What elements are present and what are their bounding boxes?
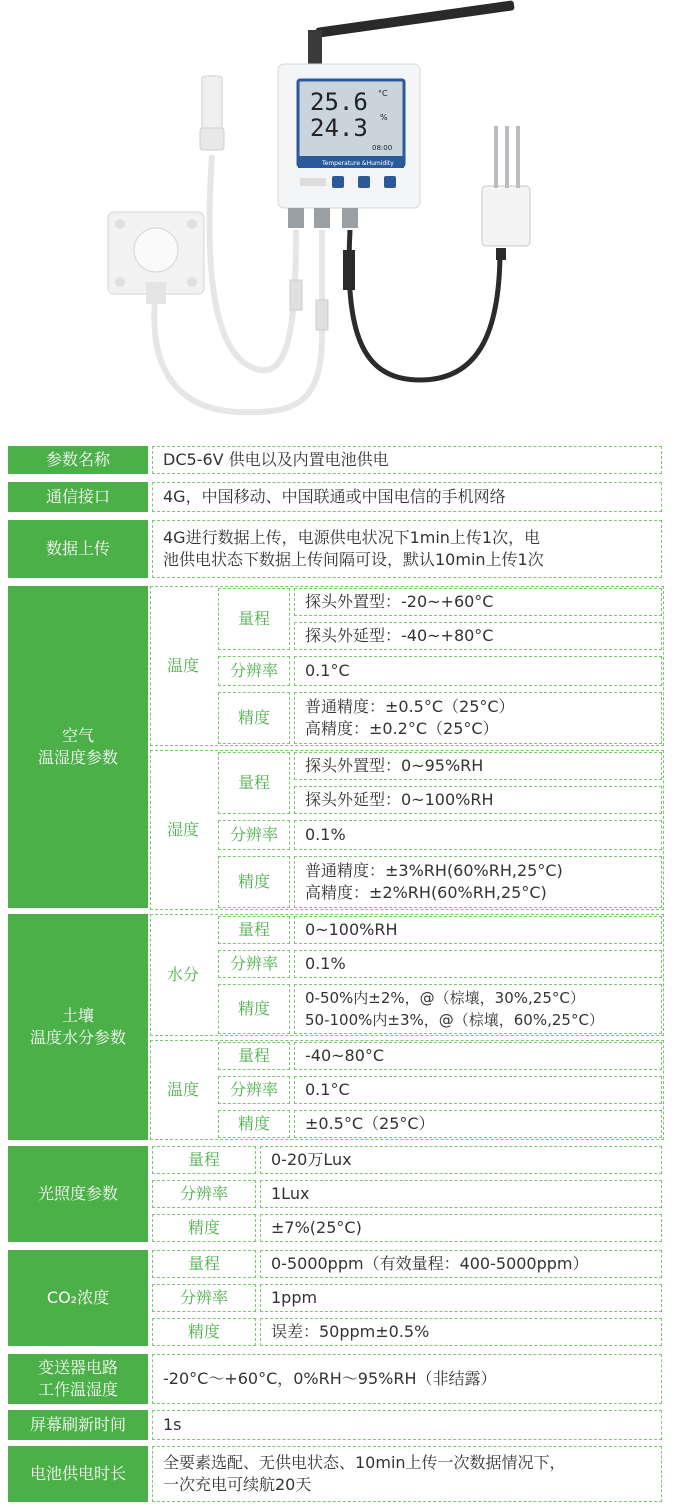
header-battery: 电池供电时长 xyxy=(8,1446,148,1502)
soil-probe xyxy=(482,186,530,246)
air-hum-label: 湿度 xyxy=(152,752,214,908)
co2-res: 1ppm xyxy=(260,1284,662,1312)
product-illustration xyxy=(0,0,674,440)
value-upload: 4G进行数据上传，电源供电状况下1min上传1次，电 池供电状态下数据上传间隔可设，默认10min上传1次 xyxy=(152,520,662,578)
air-hum-acc: 普通精度：±3%RH(60%RH,25°C) 高精度：±2%RH(60%RH,25°C) xyxy=(294,856,662,908)
air-hum-range1: 探头外置型：0~95%RH xyxy=(294,752,662,780)
soil-moist-res-label: 分辨率 xyxy=(218,950,290,978)
air-temp-res-label: 分辨率 xyxy=(218,656,290,686)
light-acc-label: 精度 xyxy=(152,1214,256,1242)
svg-text:%: % xyxy=(380,113,388,122)
header-env: 变送器电路 工作温湿度 xyxy=(8,1354,148,1404)
header-co2: CO₂浓度 xyxy=(8,1250,148,1346)
co2-acc-label: 精度 xyxy=(152,1318,256,1346)
air-temp-label: 温度 xyxy=(152,588,214,744)
air-temp-acc: 普通精度：±0.5°C（25°C） 高精度：±0.2°C（25°C） xyxy=(294,692,662,744)
air-temp-range2: 探头外延型：-40~+80°C xyxy=(294,622,662,650)
header-comm: 通信接口 xyxy=(8,482,148,512)
co2-acc: 误差：50ppm±0.5% xyxy=(260,1318,662,1346)
value-battery: 全要素选配、无供电状态、10min上传一次数据情况下， 一次充电可续航20天 xyxy=(152,1446,662,1502)
air-temp-range1: 探头外置型：-20~+60°C xyxy=(294,588,662,616)
air-temp-range-label: 量程 xyxy=(218,588,290,650)
light-range: 0-20万Lux xyxy=(260,1146,662,1174)
air-hum-range2: 探头外延型：0~100%RH xyxy=(294,786,662,814)
co2-range: 0-5000ppm（有效量程：400-5000ppm） xyxy=(260,1250,662,1278)
air-hum-range-label: 量程 xyxy=(218,752,290,814)
soil-temp-acc: ±0.5°C（25°C） xyxy=(294,1110,662,1138)
panel-label: Temperature &Humidity xyxy=(322,160,394,167)
svg-text:08:00: 08:00 xyxy=(372,144,393,152)
antenna xyxy=(315,0,514,38)
soil-temp-range: -40~80°C xyxy=(294,1042,662,1070)
value-refresh: 1s xyxy=(152,1410,662,1440)
soil-temp-label: 温度 xyxy=(152,1042,214,1138)
header-soil: 土壤 温度水分参数 xyxy=(8,914,148,1140)
soil-moist-acc-label: 精度 xyxy=(218,984,290,1034)
soil-probe-cable xyxy=(349,230,500,380)
device-button-1 xyxy=(332,176,344,188)
header-upload: 数据上传 xyxy=(8,520,148,578)
header-refresh: 屏幕刷新时间 xyxy=(8,1410,148,1440)
soil-temp-range-label: 量程 xyxy=(218,1042,290,1070)
header-power: 参数名称 xyxy=(8,446,148,474)
header-light: 光照度参数 xyxy=(8,1146,148,1242)
soil-moist-res: 0.1% xyxy=(294,950,662,978)
air-hum-acc-label: 精度 xyxy=(218,856,290,908)
lcd-temp-reading: 25.6 xyxy=(310,88,368,116)
co2-range-label: 量程 xyxy=(152,1250,256,1278)
air-hum-res-label: 分辨率 xyxy=(218,820,290,850)
device-button-2 xyxy=(358,176,370,188)
soil-temp-acc-label: 精度 xyxy=(218,1110,290,1138)
header-air: 空气 温湿度参数 xyxy=(8,586,148,908)
air-temp-res: 0.1°C xyxy=(294,656,662,686)
light-acc: ±7%(25°C) xyxy=(260,1214,662,1242)
light-res-label: 分辨率 xyxy=(152,1180,256,1208)
value-comm: 4G，中国移动、中国联通或中国电信的手机网络 xyxy=(152,482,662,512)
soil-moist-label: 水分 xyxy=(152,916,214,1034)
device-button-3 xyxy=(384,176,396,188)
co2-res-label: 分辨率 xyxy=(152,1284,256,1312)
soil-temp-res: 0.1°C xyxy=(294,1076,662,1104)
value-env: -20°C～+60°C，0%RH～95%RH（非结露） xyxy=(152,1354,662,1404)
light-range-label: 量程 xyxy=(152,1146,256,1174)
soil-moist-range-label: 量程 xyxy=(218,916,290,944)
value-power: DC5-6V 供电以及内置电池供电 xyxy=(152,446,662,474)
lcd-hum-reading: 24.3 xyxy=(310,114,368,142)
soil-moist-range: 0~100%RH xyxy=(294,916,662,944)
soil-temp-res-label: 分辨率 xyxy=(218,1076,290,1104)
light-res: 1Lux xyxy=(260,1180,662,1208)
air-hum-res: 0.1% xyxy=(294,820,662,850)
soil-moist-acc: 0-50%内±2%，@（棕壤，30%,25°C） 50-100%内±3%，@（棕壤，60%,25°C） xyxy=(294,984,662,1034)
svg-text:°C: °C xyxy=(378,89,388,98)
air-temp-acc-label: 精度 xyxy=(218,692,290,744)
